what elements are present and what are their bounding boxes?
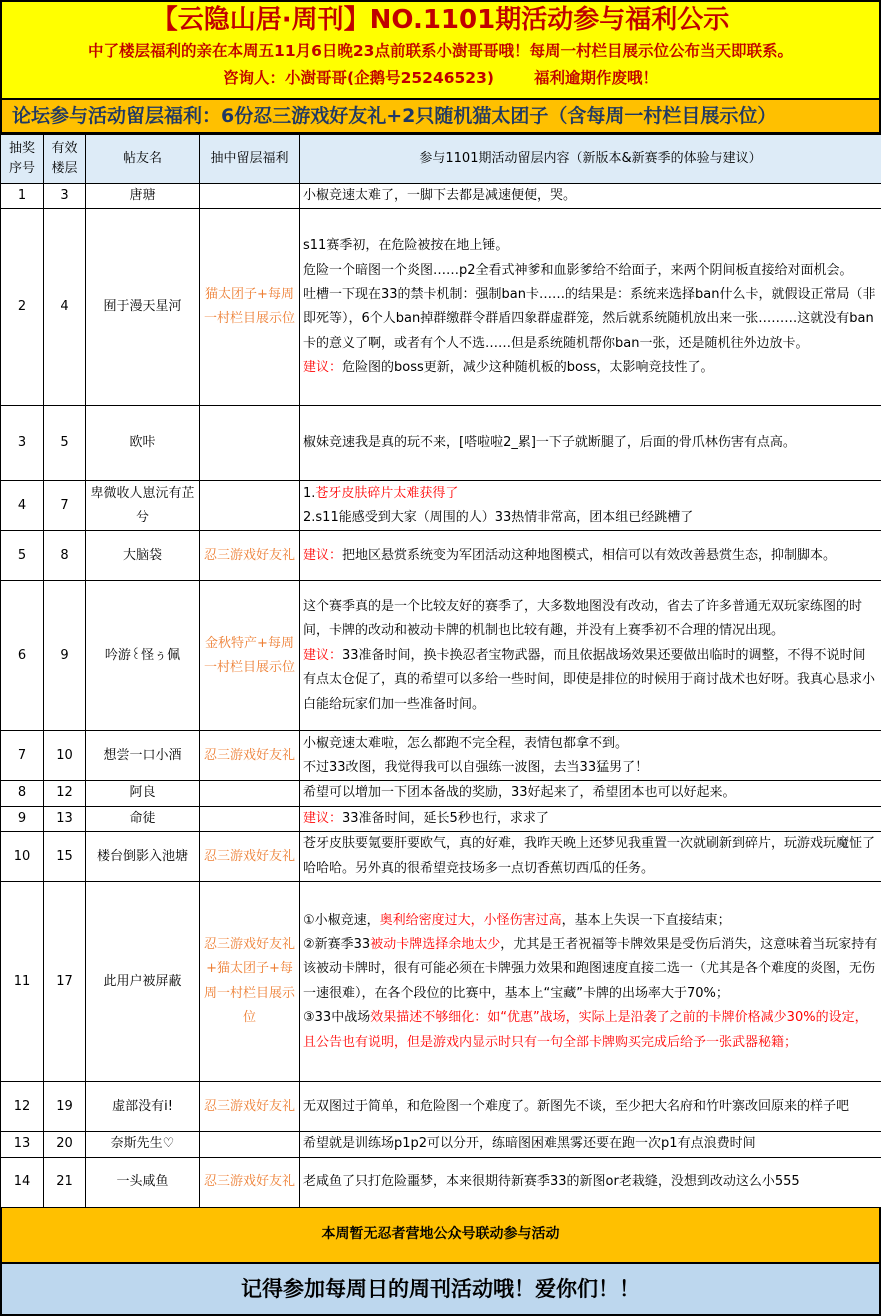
row-reward: 忍三游戏好友礼 <box>200 832 300 882</box>
content-text: 老咸鱼了只打危险噩梦，本来很期待新赛季33的新图or老栽缝，没想到改动这么小555 <box>303 1174 800 1189</box>
row-reward: 忍三游戏好友礼 <box>200 531 300 581</box>
row-reward: 金秋特产+每周一村栏目展示位 <box>200 581 300 731</box>
row-number: 1 <box>1 184 44 209</box>
row-floor: 5 <box>44 406 86 481</box>
content-text: 33准备时间，延长5秒也行，求求了 <box>342 811 549 826</box>
reward-banner: 论坛参与活动留层福利：6份忍三游戏好友礼+2只随机猫太团子（含每周一村栏目展示位） <box>0 100 881 134</box>
content-paragraph <box>303 431 878 455</box>
row-floor: 12 <box>44 781 86 806</box>
content-text: 希望可以增加一下团本备战的奖励，33好起来了，希望团本也可以好起来。 <box>303 785 736 800</box>
content-paragraph <box>303 544 878 568</box>
content-text: s11赛季初，在危险被按在地上锤。 <box>303 238 508 253</box>
row-content <box>300 781 881 806</box>
content-paragraph <box>303 1006 878 1055</box>
row-content <box>300 581 881 731</box>
page-title: 【云隐山居·周刊】NO.1101期活动参与福利公示 <box>2 2 879 38</box>
row-number: 4 <box>1 481 44 531</box>
row-number: 8 <box>1 781 44 806</box>
row-floor: 3 <box>44 184 86 209</box>
row-reward <box>200 806 300 831</box>
content-text: 33准备时间，换卡换忍者宝物武器，而且依据战场效果还要做出临时的调整，不得不说时间有点太仓促了，真的希望可以多给一些时间，即使是排位的时候用于商讨战术也好呀。我真心恳求小白能给玩家们加一些准备时间。 <box>303 648 875 712</box>
row-reward <box>200 1132 300 1157</box>
content-paragraph <box>303 807 878 831</box>
content-text: ，基本上失误一下直接结束； <box>562 913 731 928</box>
row-number: 11 <box>1 882 44 1082</box>
highlight-text: 建议： <box>303 811 342 826</box>
row-user-name: 唐瑭 <box>86 184 200 209</box>
row-user-name: 想尝一口小酒 <box>86 731 200 781</box>
row-content <box>300 1082 881 1132</box>
content-text: 这个赛季真的是一个比较友好的赛季了，大多数地图没有改动，省去了许多普通无双玩家练图的时间，卡牌的改动和被动卡牌的机制也比较有趣，并没有上赛季初不合理的情况出现。 <box>303 599 862 638</box>
table-row <box>1 1132 881 1157</box>
table-row <box>1 832 881 882</box>
closing-message: 记得参加每周日的周刊活动哦！爱你们！！ <box>0 1262 881 1316</box>
contact-line <box>2 64 879 92</box>
content-text: 吐槽一下现在33的禁卡机制：强制ban卡……的结果是：系统来选择ban什么卡，就假设正常局（非即死等），6个人ban掉群缴群令群盾四象群虚群笼，然后就系统随机放出来一张………这就没有ban卡的意义了啊，或者有个人不选……但是系统随机帮你ban一张，还是随机往外边放卡。 <box>303 287 875 351</box>
content-paragraph <box>303 1132 878 1156</box>
table-row <box>1 1157 881 1207</box>
content-text: 椒妹竞速我是真的玩不来，[嗒啦啦2_累]一下子就断腿了，后面的骨爪林伤害有点高。 <box>303 435 796 450</box>
content-text: 1. <box>303 486 315 501</box>
row-number: 10 <box>1 832 44 882</box>
content-paragraph <box>303 234 878 258</box>
content-paragraph <box>303 184 878 208</box>
row-user-name: 欧咔 <box>86 406 200 481</box>
row-user-name: 一头咸鱼 <box>86 1157 200 1207</box>
row-user-name: 虚部没有i! <box>86 1082 200 1132</box>
row-reward <box>200 481 300 531</box>
content-paragraph <box>303 781 878 805</box>
row-reward <box>200 781 300 806</box>
content-text: 小椒竞速太难啦，怎么都跑不完全程，表情包都拿不到。 <box>303 736 628 751</box>
content-text: 危险图的boss更新，减少这种随机板的boss，太影响竞技性了。 <box>342 360 714 375</box>
content-paragraph <box>303 1170 878 1194</box>
content-text: 苍牙皮肤要氪要肝要欧气，真的好难，我昨天晚上还梦见我重置一次就刷新到碎片，玩游戏玩魔怔了哈哈哈。另外真的很希望竞技场多一点切香蕉切西瓜的任务。 <box>303 836 875 875</box>
content-text: ，尤其是王者祝福等卡牌效果是受伤后消失，这意味着当玩家持有该被动卡牌时，很有可能必须在卡牌强力效果和跑图速度直接二选一（尤其是各个难度的炎图，无伤一速很难），在各个段位的比赛中，基本上“宝藏”卡牌的出场率大于70%； <box>303 937 877 1001</box>
col-header-reward: 抽中留层福利 <box>200 135 300 184</box>
row-user-name: 命徒 <box>86 806 200 831</box>
row-floor: 8 <box>44 531 86 581</box>
row-content <box>300 882 881 1082</box>
row-content <box>300 1132 881 1157</box>
expire-note: 福利逾期作废哦！ <box>534 69 658 87</box>
table-header-row <box>1 135 881 184</box>
content-paragraph <box>303 506 878 530</box>
row-user-name: 阿良 <box>86 781 200 806</box>
content-paragraph <box>303 832 878 881</box>
content-text: 不过33改图，我觉得我可以自强练一波图，去当33猛男了！ <box>303 760 648 775</box>
table-row <box>1 184 881 209</box>
row-floor: 21 <box>44 1157 86 1207</box>
row-user-name: 奈斯先生♡ <box>86 1132 200 1157</box>
row-floor: 20 <box>44 1132 86 1157</box>
row-reward <box>200 184 300 209</box>
table-row <box>1 1082 881 1132</box>
row-floor: 19 <box>44 1082 86 1132</box>
highlight-text: 奥利给密度过大，小怪伤害过高 <box>380 913 562 928</box>
row-content <box>300 1157 881 1207</box>
col-header-no: 抽奖序号 <box>1 135 44 184</box>
row-reward <box>200 406 300 481</box>
content-paragraph <box>303 1095 878 1119</box>
row-floor: 13 <box>44 806 86 831</box>
row-number: 9 <box>1 806 44 831</box>
content-paragraph <box>303 595 878 644</box>
row-floor: 10 <box>44 731 86 781</box>
participants-table <box>0 134 881 1208</box>
content-text: ①小椒竞速， <box>303 913 380 928</box>
row-user-name: 大脑袋 <box>86 531 200 581</box>
row-reward: 忍三游戏好友礼 <box>200 1157 300 1207</box>
row-content <box>300 406 881 481</box>
row-content <box>300 731 881 781</box>
row-reward: 忍三游戏好友礼+猫太团子+每周一村栏目展示位 <box>200 882 300 1082</box>
table-row <box>1 531 881 581</box>
content-paragraph <box>303 756 878 780</box>
highlight-text: 被动卡牌选择余地太少 <box>370 937 500 952</box>
content-paragraph <box>303 909 878 933</box>
content-paragraph <box>303 732 878 756</box>
row-floor: 4 <box>44 209 86 406</box>
row-user-name: 此用户被屏蔽 <box>86 882 200 1082</box>
row-floor: 7 <box>44 481 86 531</box>
table-row <box>1 781 881 806</box>
row-floor: 15 <box>44 832 86 882</box>
content-text: 小椒竞速太难了，一脚下去都是减速便便，哭。 <box>303 188 576 203</box>
row-number: 13 <box>1 1132 44 1157</box>
content-text: 2.s11能感受到大家（周围的人）33热情非常高，团本组已经跳槽了 <box>303 510 693 525</box>
highlight-text: 建议： <box>303 548 342 563</box>
col-header-floor: 有效楼层 <box>44 135 86 184</box>
highlight-text: 效果描述不够细化：如“优惠”战场，实际上是沿袭了之前的卡牌价格减少30%的设定，且公告也有说明，但是游戏内显示时只有一句全部卡牌购买完成后给予一张武器秘籍； <box>303 1010 868 1049</box>
content-paragraph <box>303 356 878 380</box>
table-row <box>1 481 881 531</box>
content-paragraph <box>303 259 878 283</box>
table-row <box>1 806 881 831</box>
row-user-name: 囿于漫天星河 <box>86 209 200 406</box>
content-text: ③33中战场 <box>303 1010 370 1025</box>
highlight-text: 建议： <box>303 360 342 375</box>
row-number: 5 <box>1 531 44 581</box>
table-row <box>1 209 881 406</box>
row-number: 3 <box>1 406 44 481</box>
header <box>0 0 881 100</box>
highlight-text: 建议： <box>303 648 342 663</box>
col-header-name: 帖友名 <box>86 135 200 184</box>
row-content <box>300 832 881 882</box>
row-user-name: 楼台倒影入池塘 <box>86 832 200 882</box>
table-row <box>1 581 881 731</box>
table-row <box>1 731 881 781</box>
contact-label: 咨询人：小澍哥哥(企鹅号25246523) <box>223 69 494 87</box>
content-paragraph <box>303 933 878 1006</box>
content-paragraph <box>303 644 878 717</box>
row-user-name: 吟游꒰怪ぅ佩 <box>86 581 200 731</box>
row-user-name: 卑微收人崽沅有芷兮 <box>86 481 200 531</box>
row-number: 2 <box>1 209 44 406</box>
row-floor: 9 <box>44 581 86 731</box>
content-paragraph <box>303 283 878 356</box>
content-text: 危险一个暗图一个炎图……p2全看式神爹和血影爹给不给面子，来两个阴间板直接给对面机会。 <box>303 263 853 278</box>
row-reward: 忍三游戏好友礼 <box>200 1082 300 1132</box>
highlight-text: 苍牙皮肤碎片太难获得了 <box>315 486 458 501</box>
row-number: 14 <box>1 1157 44 1207</box>
row-reward: 忍三游戏好友礼 <box>200 731 300 781</box>
row-content <box>300 209 881 406</box>
table-row <box>1 406 881 481</box>
deadline-notice: 中了楼层福利的亲在本周五11月6日晚23点前联系小澍哥哥哦！每周一村栏目展示位公布当天即联系。 <box>2 38 879 64</box>
row-content <box>300 531 881 581</box>
wechat-note: 本周暂无忍者营地公众号联动参与活动 <box>0 1208 881 1262</box>
row-reward: 猫太团子+每周一村栏目展示位 <box>200 209 300 406</box>
row-content <box>300 481 881 531</box>
content-text: 无双图过于简单，和危险图一个难度了。新图先不谈，至少把大名府和竹叶寨改回原来的样子吧 <box>303 1099 849 1114</box>
row-number: 6 <box>1 581 44 731</box>
row-content <box>300 806 881 831</box>
row-floor: 17 <box>44 882 86 1082</box>
content-text: 希望就是训练场p1p2可以分开，练暗图困难黑雾还要在跑一次p1有点浪费时间 <box>303 1136 756 1151</box>
row-content <box>300 184 881 209</box>
table-row <box>1 882 881 1082</box>
col-header-content: 参与1101期活动留层内容（新版本&新赛季的体验与建议） <box>300 135 881 184</box>
content-text: ②新赛季33 <box>303 937 370 952</box>
content-text: 把地区悬赏系统变为军团活动这种地图模式，相信可以有效改善悬赏生态，抑制脚本。 <box>342 548 836 563</box>
row-number: 12 <box>1 1082 44 1132</box>
content-paragraph <box>303 482 878 506</box>
row-number: 7 <box>1 731 44 781</box>
